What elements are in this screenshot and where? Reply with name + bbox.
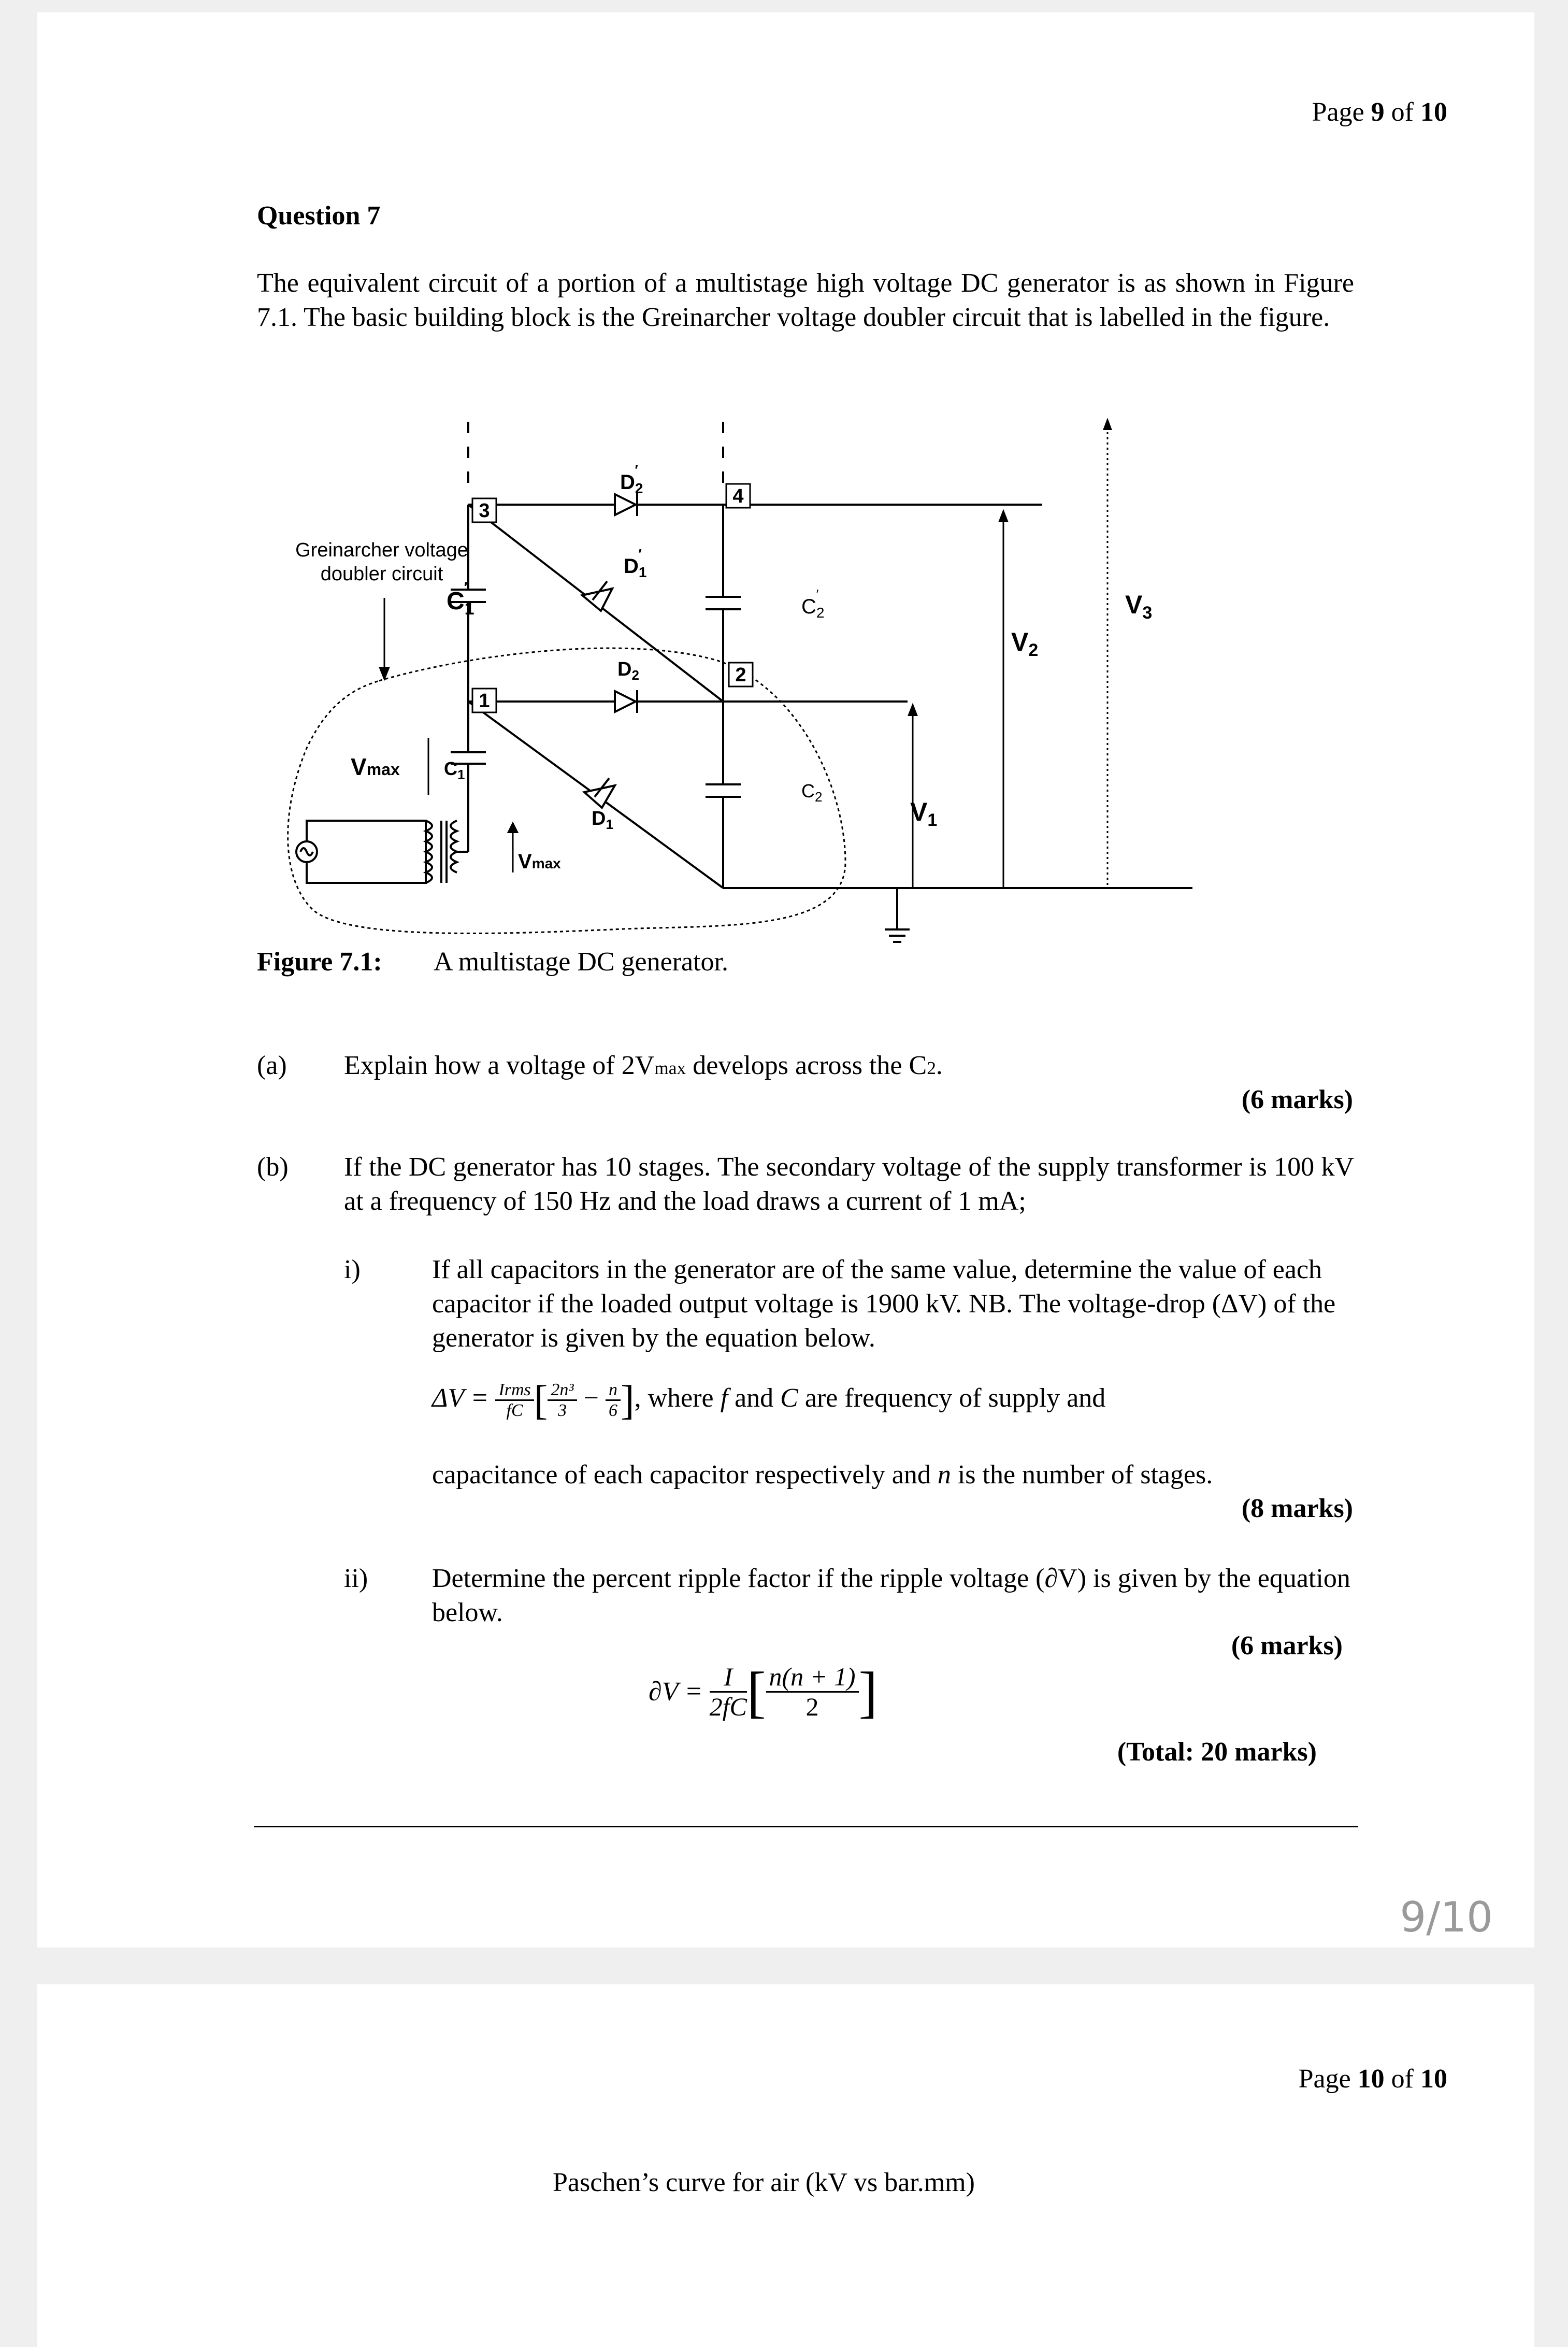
v1-arrow-head <box>909 706 916 715</box>
node-3-label: 3 <box>479 500 490 522</box>
v3-arrow-head <box>1104 421 1111 429</box>
voltage-drop-equation: ΔV = $\frac{\text{Irms}}{fC}$ [ $\frac{\text{2n³}}{3}$ − $\frac{n}{6}$ ], where f and C are frequency of supply and <box>432 1377 1106 1423</box>
c1-label: $C_1$ <box>444 758 465 782</box>
c2p-label: $C_2'$ <box>801 586 825 621</box>
total-marks: (Total: 20 marks) <box>1117 1737 1317 1767</box>
diode-d2 <box>615 691 636 712</box>
callout-line2: doubler circuit <box>320 563 443 585</box>
page-9 <box>37 12 1534 1948</box>
part-b-ii-marks: (6 marks) <box>1231 1631 1343 1661</box>
voltage-drop-equation-line2: capacitance of each capacitor respectively and n is the number of stages. <box>432 1460 1213 1490</box>
secondary-coil <box>451 821 457 872</box>
d1-label: $D_1$ <box>592 808 613 832</box>
part-b-ii-label: ii) <box>344 1564 368 1593</box>
node-1-label: 1 <box>479 690 490 712</box>
node-2-label: 2 <box>735 664 746 686</box>
part-b-i-label: i) <box>344 1255 361 1284</box>
part-a-label: (a) <box>257 1051 287 1080</box>
part-b-text: If the DC generator has 10 stages. The secondary voltage of the supply transformer is 100 kV at a frequency of 150 Hz and the load draws a current of 1 mA; <box>344 1152 1354 1216</box>
node-4-label: 4 <box>732 485 744 507</box>
vmax-arrow-head <box>509 824 517 832</box>
v3-label: $V_3$ <box>1125 590 1153 623</box>
part-b-i-text: If all capacitors in the generator are of the same value, determine the value of each capacitor if the loaded output voltage is 1900 kV. NB. The voltage-drop (ΔV) of the generator is given by the equation below. <box>432 1255 1336 1353</box>
doubler-boundary <box>288 648 845 934</box>
v2-arrow-head <box>1000 512 1007 521</box>
vmax-secondary-label: Vmax <box>518 850 561 873</box>
primary-loop <box>307 821 426 883</box>
v1-label: $V_1$ <box>910 797 938 830</box>
v2-label: $V_2$ <box>1011 627 1039 660</box>
page-indicator: 9/10 <box>1400 1893 1493 1941</box>
callout-arrow-head <box>380 668 389 678</box>
divider <box>254 1826 1358 1827</box>
question-title: Question 7 <box>257 201 381 231</box>
question-intro: The equivalent circuit of a portion of a multistage high voltage DC generator is as shown in Figure 7.1. The basic building block is the Greinarcher voltage doubler circuit that is labelled in the figure. <box>257 268 1354 332</box>
d2p-label: $D_2'$ <box>620 462 643 496</box>
part-b-i-marks: (8 marks) <box>1241 1494 1353 1523</box>
diode-d2p <box>615 494 636 515</box>
d2-label: $D_2$ <box>617 659 639 683</box>
paschen-curve-title: Paschen’s curve for air (kV vs bar.mm) <box>553 2168 975 2197</box>
callout-line1: Greinarcher voltage <box>295 539 468 561</box>
part-b-label: (b) <box>257 1152 289 1182</box>
page-header: Page 9 of 10 <box>1312 97 1447 127</box>
c1p-label: $C_1'$ <box>447 579 474 619</box>
diode-d1p <box>582 589 612 611</box>
figure-label: Figure 7.1: <box>257 947 382 977</box>
ripple-equation: ∂V = $\frac{I}{2fC}$ [ $\frac{n(n + 1)}{2}$ ] <box>649 1660 878 1724</box>
part-a-marks: (6 marks) <box>1241 1085 1353 1114</box>
circuit-diagram <box>250 406 1306 976</box>
c2-label: $C_2$ <box>801 780 823 805</box>
vmax-label: Vmax <box>351 753 400 780</box>
page-header: Page 10 of 10 <box>1298 2064 1447 2094</box>
d1p-label: $D_1'$ <box>624 546 647 580</box>
page-10 <box>37 1984 1534 2347</box>
figure-caption: A multistage DC generator. <box>434 947 729 977</box>
part-b-ii-text: Determine the percent ripple factor if the ripple voltage (∂V) is given by the equation below. <box>432 1564 1350 1627</box>
part-a-text: Explain how a voltage of 2Vmax develops across the C2. <box>344 1051 943 1080</box>
